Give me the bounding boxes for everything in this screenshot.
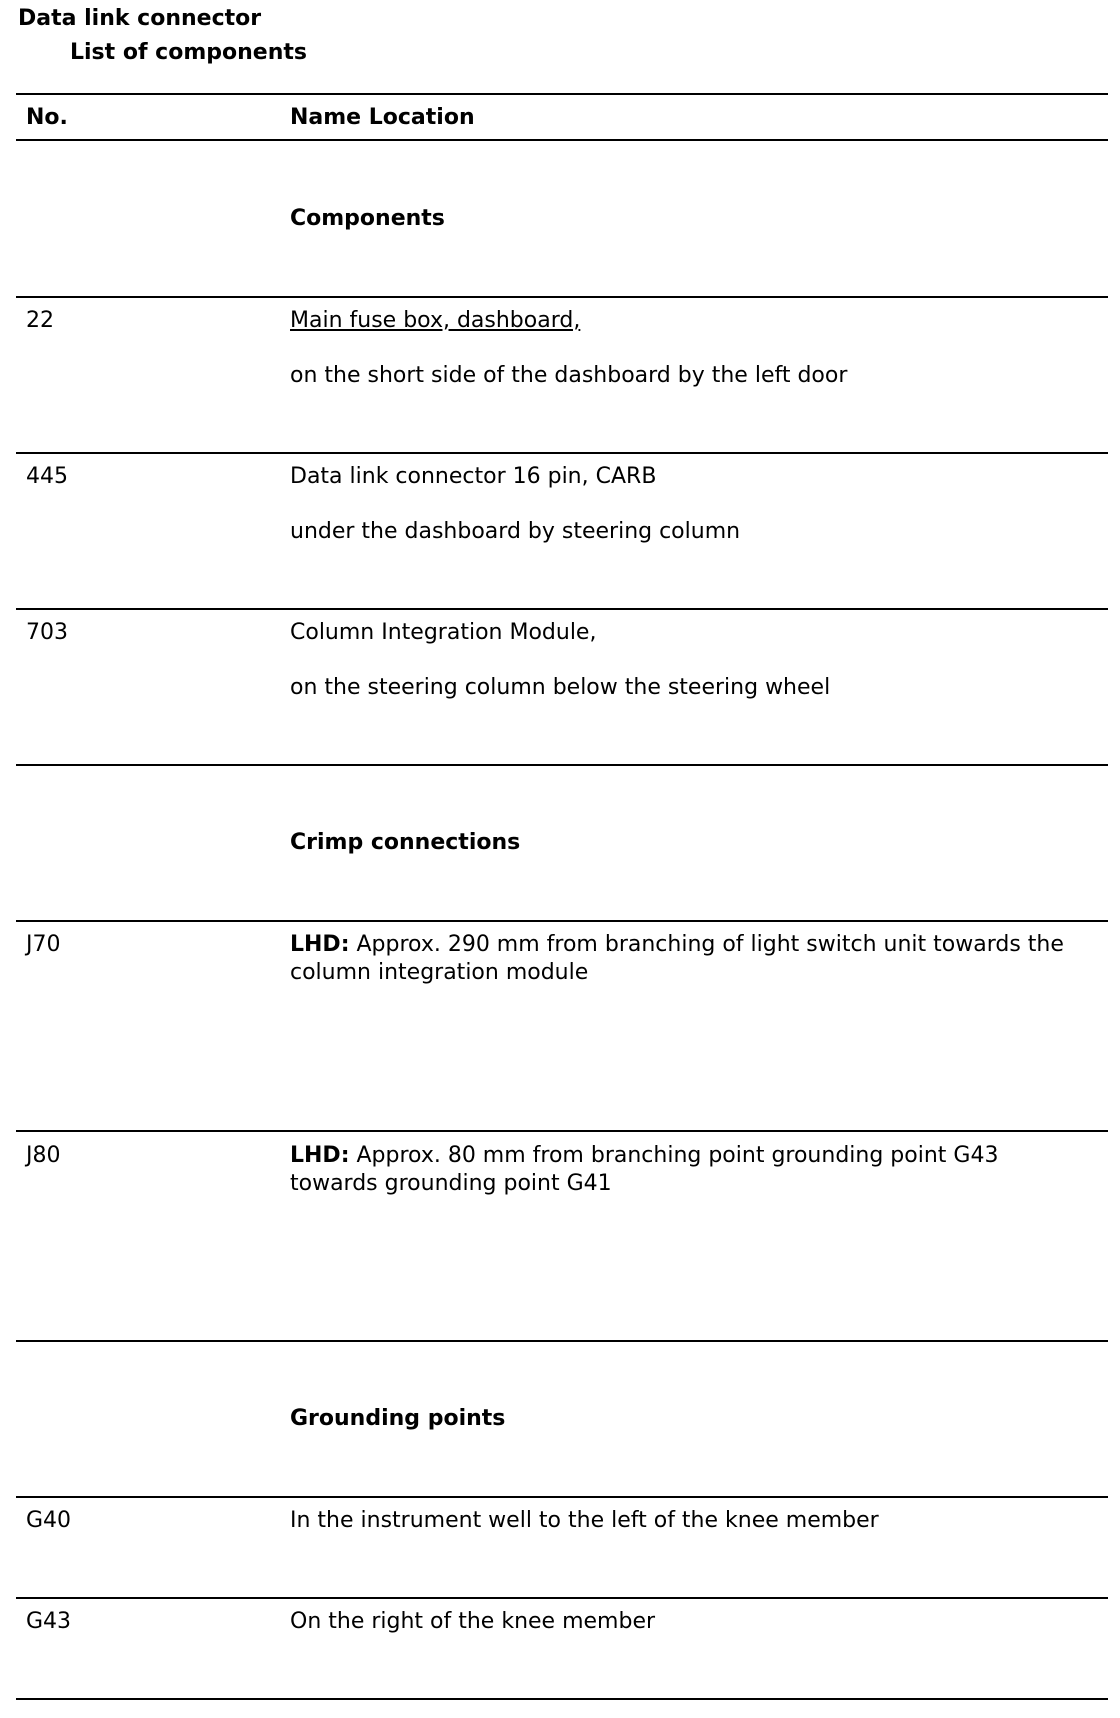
row-number: 22 — [26, 308, 54, 333]
header-no: No. — [26, 105, 68, 130]
row-divider — [16, 1597, 1108, 1599]
table-top-rule — [16, 93, 1108, 95]
component-name: Column Integration Module, — [290, 620, 597, 645]
row-divider — [16, 608, 1108, 610]
row-number: G40 — [26, 1508, 72, 1533]
row-divider — [16, 1340, 1108, 1342]
component-location: on the steering column below the steering wheel — [290, 675, 831, 700]
row-divider — [16, 1130, 1108, 1132]
row-divider — [16, 764, 1108, 766]
row-number: G43 — [26, 1609, 72, 1634]
document-subtitle: List of components — [70, 40, 307, 65]
crimp-text: Approx. 290 mm from branching of light switch unit towards the column integration module — [290, 932, 1064, 985]
component-location: under the dashboard by steering column — [290, 519, 741, 544]
row-divider — [16, 296, 1108, 298]
component-name: Data link connector 16 pin, CARB — [290, 464, 657, 489]
row-number: 703 — [26, 620, 68, 645]
lhd-label: LHD: — [290, 1143, 350, 1168]
crimp-description — [290, 931, 1090, 987]
section-heading-crimp-connections: Crimp connections — [290, 830, 521, 855]
document-title: Data link connector — [18, 6, 262, 31]
section-heading-components: Components — [290, 206, 445, 231]
section-heading-grounding-points: Grounding points — [290, 1406, 506, 1431]
grounding-description: In the instrument well to the left of the knee member — [290, 1508, 879, 1533]
row-divider — [16, 1496, 1108, 1498]
header-name-location: Name Location — [290, 105, 475, 130]
table-bottom-rule — [16, 1698, 1108, 1700]
row-number: 445 — [26, 464, 68, 489]
component-location: on the short side of the dashboard by the left door — [290, 363, 848, 388]
header-bottom-rule — [16, 139, 1108, 141]
row-number: J70 — [26, 932, 61, 957]
component-name-link[interactable]: Main fuse box, dashboard, — [290, 308, 581, 333]
crimp-description — [290, 1142, 1090, 1198]
row-divider — [16, 920, 1108, 922]
row-divider — [16, 452, 1108, 454]
crimp-text: Approx. 80 mm from branching point grounding point G43 towards grounding point G41 — [290, 1143, 999, 1196]
row-number: J80 — [26, 1143, 61, 1168]
lhd-label: LHD: — [290, 932, 350, 957]
grounding-description: On the right of the knee member — [290, 1609, 656, 1634]
